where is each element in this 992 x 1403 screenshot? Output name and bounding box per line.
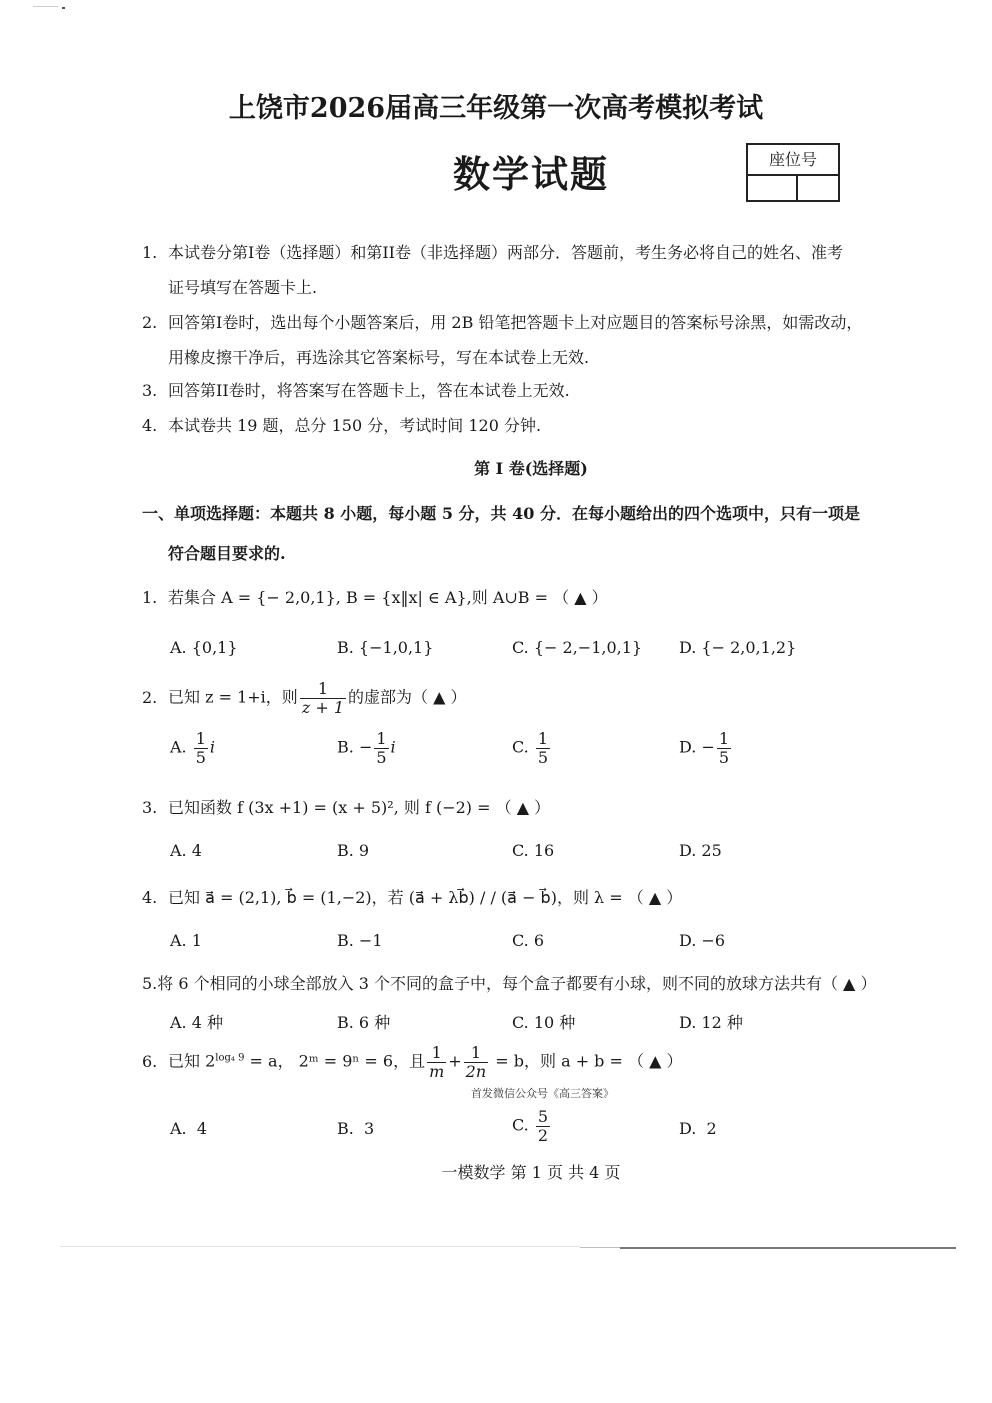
- option-d[interactable]: D. 25: [679, 841, 722, 860]
- option-a[interactable]: A. 4: [170, 1119, 207, 1138]
- option-a[interactable]: A. {0,1}: [170, 638, 238, 657]
- option-b[interactable]: B. 3: [337, 1119, 375, 1138]
- option-c[interactable]: C. {− 2,−1,0,1}: [512, 638, 643, 657]
- fraction: $\frac{1}{5}$: [195, 729, 206, 767]
- page-footer: 一模数学 第 1 页 共 4 页: [441, 1163, 621, 1182]
- option-d[interactable]: D. 2: [679, 1119, 717, 1138]
- option-c[interactable]: C. 16: [512, 841, 555, 860]
- question-3: 3. 已知函数 f (3x +1) = (x + 5)², 则 f (−2) = （ ▲ ）: [142, 798, 551, 817]
- seat-number-cell: [798, 176, 838, 200]
- fraction: $\frac{1}{z + 1}$: [301, 679, 344, 717]
- instruction-continuation: 证号填写在答题卡上.: [168, 278, 318, 297]
- question-1: 1. 若集合 A = {− 2,0,1}, B = {x‖x| ∈ A},则 A∪B = （ ▲ ）: [142, 588, 608, 607]
- instruction-continuation: 用橡皮擦干净后，再选涂其它答案标号，写在本试卷上无效.: [168, 348, 590, 367]
- question-text: 已知 a⃗ = (2,1), b⃗ = (1,−2)，若 (a⃗ + λb⃗) / / (a⃗ − b⃗)，则 λ = （ ▲ ）: [168, 888, 683, 907]
- page-edge-rule: [580, 1247, 620, 1248]
- option-a[interactable]: A. 4: [170, 841, 202, 860]
- exam-title: 上饶市2026届高三年级第一次高考模拟考试: [228, 93, 764, 124]
- fraction: $\frac{1}{2n}$: [465, 1043, 487, 1081]
- question-text: 已知函数 f (3x +1) = (x + 5)², 则 f (−2) = （ ▲ ）: [168, 798, 551, 817]
- fraction: $\frac{1}{5}$: [718, 729, 730, 767]
- fraction: $\frac{1}{5}$: [376, 729, 387, 767]
- part-heading: 一、单项选择题：本题共 8 小题，每小题 5 分，共 40 分．在每小题给出的四个选项中，只有一项是: [142, 504, 860, 523]
- question-6: 6. 已知 $2^{log_4 9} = a$， 2ᵐ = 9ⁿ = 6，且 $\frac{1}{m}$ + $\frac{1}{2n}$ = b，则 a + b = （ ▲ ）: [142, 1043, 683, 1081]
- page-edge-rule: [60, 1246, 580, 1247]
- option-c[interactable]: C. $\frac{1}{5}$: [512, 729, 549, 767]
- question-text: 若集合 A = {− 2,0,1}, B = {x‖x| ∈ A},则 A∪B = （ ▲ ）: [168, 588, 608, 607]
- page-edge-rule: [620, 1247, 956, 1249]
- option-d[interactable]: D. − $\frac{1}{5}$: [679, 729, 730, 767]
- option-b[interactable]: B. 6 种: [337, 1013, 391, 1032]
- option-c[interactable]: C. 6: [512, 931, 545, 950]
- option-d[interactable]: D. 12 种: [679, 1013, 743, 1032]
- option-a[interactable]: A. $\frac{1}{5}$ i: [170, 729, 216, 767]
- question-text: 将 6 个相同的小球全部放入 3 个不同的盒子中，每个盒子都要有小球，则不同的放球方法共有（ ▲ ）: [157, 974, 877, 993]
- option-d[interactable]: D. {− 2,0,1,2}: [679, 638, 797, 657]
- question-5: 5.将 6 个相同的小球全部放入 3 个不同的盒子中，每个盒子都要有小球，则不同的放球方法共有（ ▲ ）: [142, 974, 877, 993]
- option-c[interactable]: C. 10 种: [512, 1013, 576, 1032]
- part-heading-continuation: 符合题目要求的.: [168, 544, 286, 563]
- seat-number-cell: [748, 176, 798, 200]
- seat-number-label: 座位号: [748, 145, 838, 176]
- question-4: 4. 已知 a⃗ = (2,1), b⃗ = (1,−2)，若 (a⃗ + λb⃗) / / (a⃗ − b⃗)，则 λ = （ ▲ ）: [142, 888, 683, 907]
- option-b[interactable]: B. −1: [337, 931, 383, 950]
- scan-artifact: [33, 6, 58, 7]
- option-b[interactable]: B. − $\frac{1}{5}$ i: [337, 729, 396, 767]
- instruction-item: 4. 本试卷共 19 题，总分 150 分，考试时间 120 分钟.: [142, 416, 542, 435]
- option-b[interactable]: B. {−1,0,1}: [337, 638, 434, 657]
- watermark-text: 首发微信公众号《高三答案》: [471, 1087, 614, 1100]
- fraction: $\frac{5}{2}$: [537, 1107, 549, 1145]
- option-a[interactable]: A. 1: [170, 931, 202, 950]
- instruction-item: 3. 回答第II卷时，将答案写在答题卡上，答在本试卷上无效.: [142, 381, 570, 400]
- option-d[interactable]: D. −6: [679, 931, 726, 950]
- question-2: 2. 已知 z = 1+i，则 $\frac{1}{z + 1}$ 的虚部为（ ▲ ）: [142, 679, 467, 717]
- exam-subtitle: 数学试题: [453, 152, 609, 196]
- option-c[interactable]: C. $\frac{5}{2}$: [512, 1107, 549, 1145]
- section-title: 第 I 卷(选择题): [474, 459, 588, 478]
- scan-artifact-dot: [62, 7, 65, 9]
- seat-number-box: [746, 143, 840, 202]
- instruction-item: 1. 本试卷分第I卷（选择题）和第II卷（非选择题）两部分．答题前，考生务必将自己的姓名、准考: [142, 243, 843, 262]
- fraction: $\frac{1}{m}$: [429, 1043, 445, 1081]
- option-b[interactable]: B. 9: [337, 841, 370, 860]
- option-a[interactable]: A. 4 种: [170, 1013, 223, 1032]
- fraction: $\frac{1}{5}$: [537, 729, 549, 767]
- instruction-item: 2. 回答第I卷时，选出每个小题答案后，用 2B 铅笔把答题卡上对应题目的答案标号涂黑，如需改动，: [142, 313, 863, 332]
